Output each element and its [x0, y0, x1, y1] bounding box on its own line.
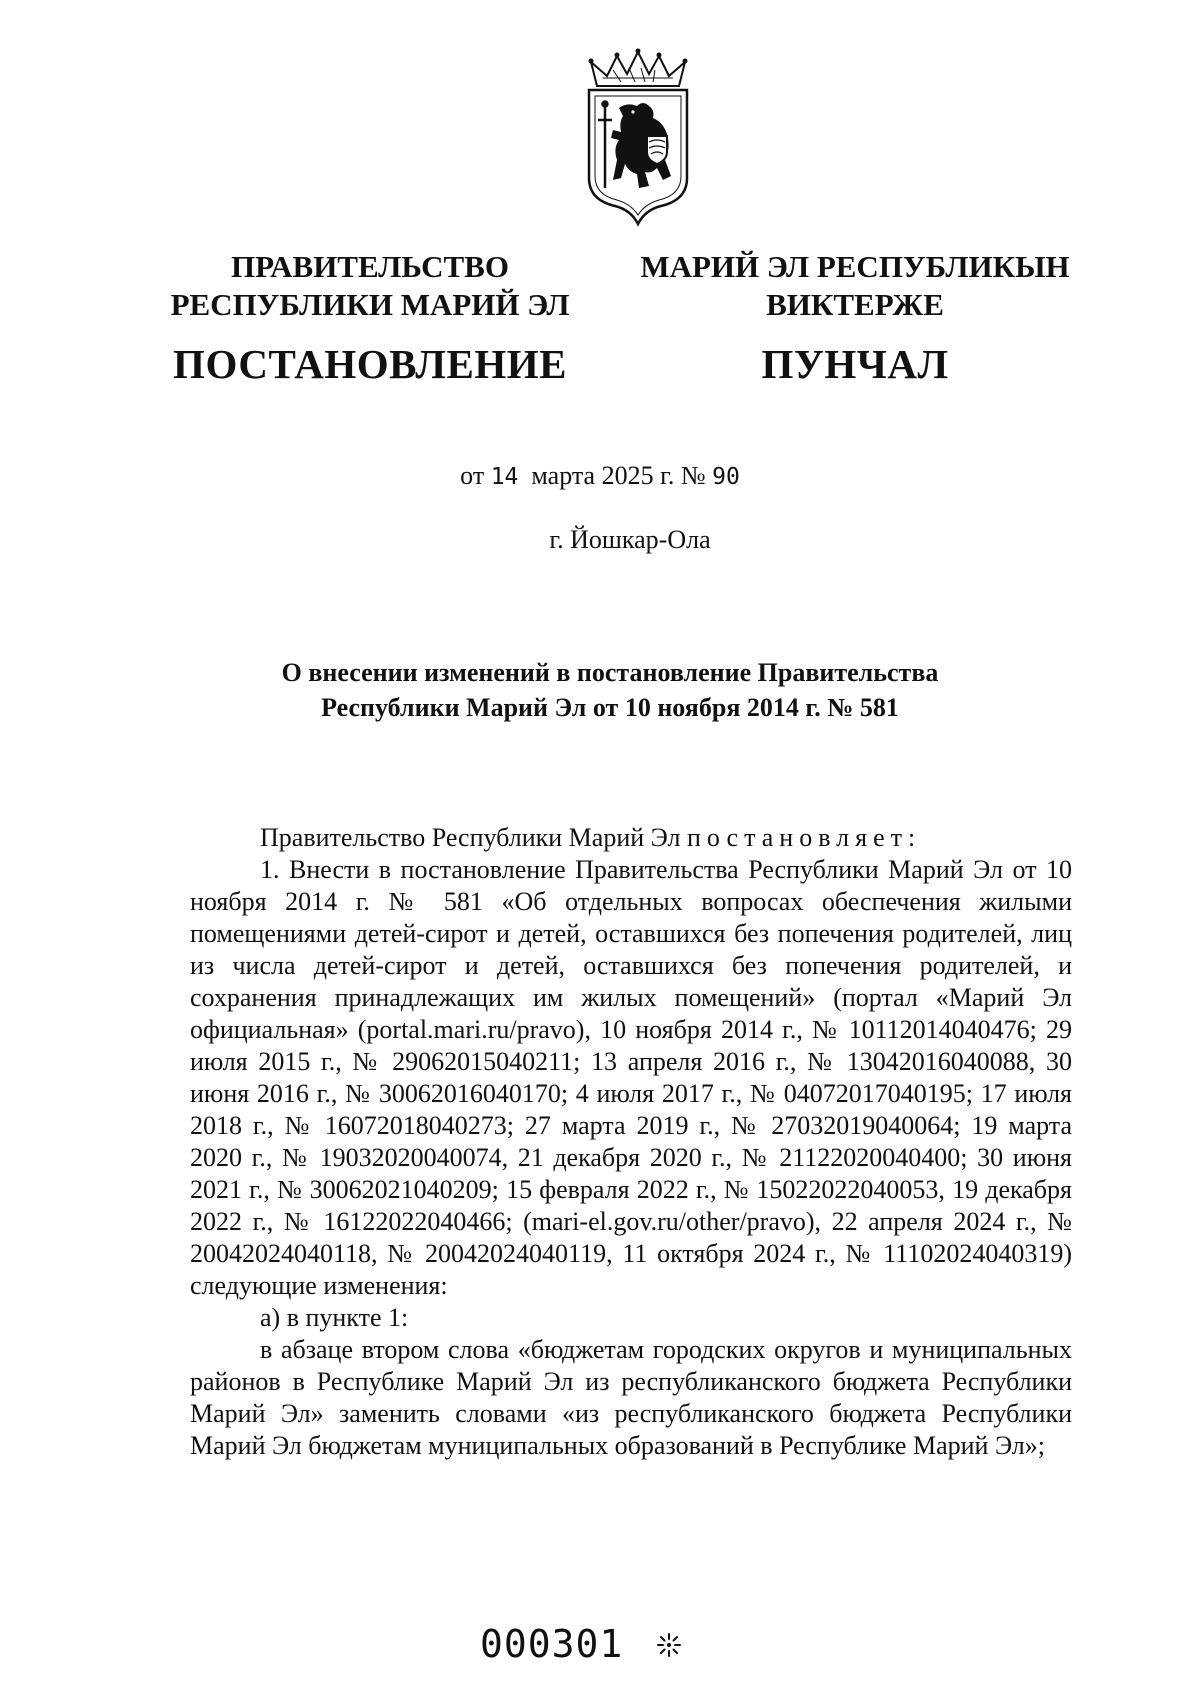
act-type-mari: ПУНЧАЛ: [761, 341, 949, 387]
document-title-line2: Республики Марий Эл от 10 ноября 2014 г. № 581: [321, 693, 899, 722]
security-mark-icon: [656, 1632, 682, 1658]
issuer-name-mari-line1: МАРИЙ ЭЛ РЕСПУБЛИКЫН: [640, 249, 1070, 284]
opening-subject: Правительство Республики Марий Эл: [260, 823, 681, 852]
date-prefix: от: [460, 461, 485, 490]
document-title-line1: О внесении изменений в постановление Правительства: [281, 658, 939, 687]
date-line: [0, 460, 1200, 493]
item-1-paragraph: 1. Внести в постановление Правительства Республики Марий Эл от 10 ноября 2014 г. № 581 «Об отдельных вопросах обеспечения жилыми помещениями детей-сирот и детей, оставшихся без попечения родителей, лиц из числа детей-сирот и детей, оставшихся без попечения родителей, и сохранения принадлежащих им жилых помещений» (портал «Марий Эл официальная» (portal.mari.ru/pravo), 10 ноября 2014 г., № 10112014040476; 29 июля 2015 г., № 29062015040211; 13 апреля 2016 г., № 13042016040088, 30 июня 2016 г., № 30062016040170; 4 июля 2017 г., № 04072017040195; 17 июля 2018 г., № 16072018040273; 27 марта 2019 г., № 27032019040064; 19 марта 2020 г., № 19032020040074, 21 декабря 2020 г., № 21122020040400; 30 июня 2021 г., № 30062021040209; 15 февраля 2022 г., № 15022022040053, 19 декабря 2022 г., № 16122022040466; (mari-el.gov.ru/other/pravo), 22 апреля 2024 г., № 20042024040118, № 20042024040119, 11 октября 2024 г., № 11102024040319) следующие изменения:: [190, 855, 1072, 1300]
header-mari: [640, 248, 1070, 388]
document-title: [190, 655, 1030, 725]
serial-number: 000301: [480, 1622, 624, 1666]
city-line: г. Йошкар-Ола: [549, 525, 711, 554]
opening-verb: постановляет:: [686, 823, 922, 852]
subitem-a-paragraph: в абзаце втором слова «бюджетам городских округов и муниципальных районов в Республике Марий Эл из республиканского бюджета Республики Марий Эл» заменить словами «из республиканского бюджета Республики Марий Эл бюджетам муниципальных образований в Республике Марий Эл»;: [190, 1335, 1072, 1460]
issuer-name-ru-line1: ПРАВИТЕЛЬСТВО: [231, 249, 509, 284]
opening-paragraph: [190, 822, 1072, 854]
issuer-name-ru-line2: РЕСПУБЛИКИ МАРИЙ ЭЛ: [170, 287, 570, 322]
subitem-a-heading: а) в пункте 1:: [260, 1303, 409, 1332]
issuer-name-mari-line2: ВИКТЕРЖЕ: [766, 287, 944, 322]
header-russian: [170, 248, 570, 388]
act-type-ru: ПОСТАНОВЛЕНИЕ: [173, 341, 567, 387]
document-body: [190, 822, 1072, 1462]
document-number: 90: [712, 464, 740, 490]
date-month-year: марта 2025 г. №: [531, 461, 706, 490]
coat-of-arms-emblem: [583, 48, 693, 228]
date-day: 14: [490, 464, 519, 490]
